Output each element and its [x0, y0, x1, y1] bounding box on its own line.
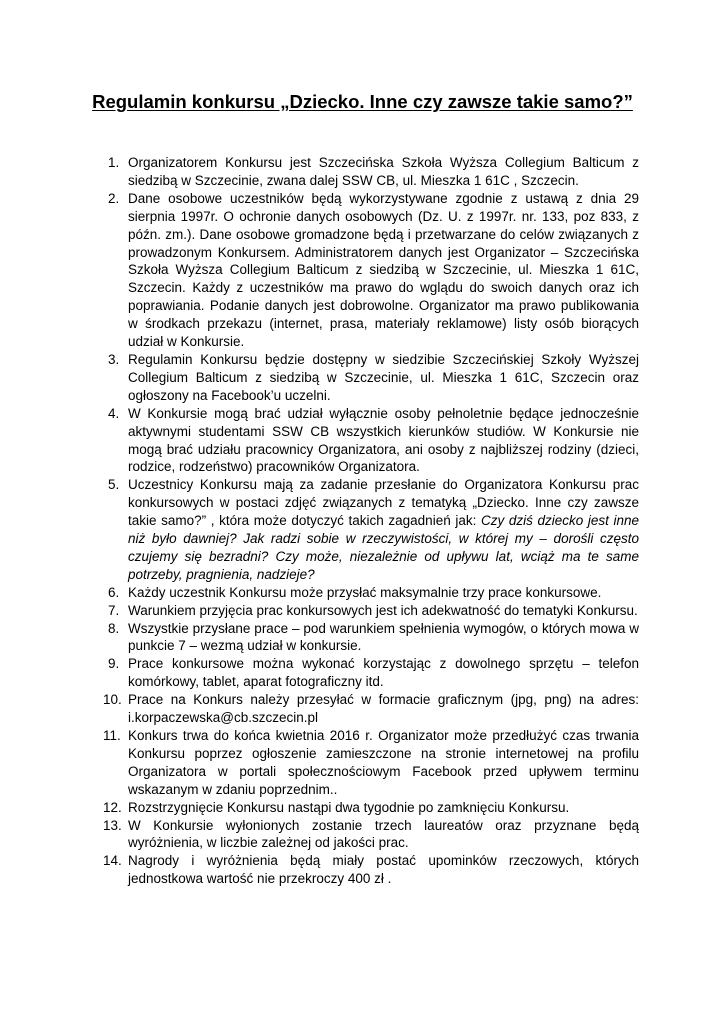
rule-text: Wszystkie przysłane prace – pod warunkiem spełnienia wymogów, o których mowa w punkcie 7 – wezmą udział w konkursie. [128, 620, 639, 654]
rule-text: Prace na Konkurs należy przesyłać w formacie graficznym (jpg, png) na adres: i.korpaczewska@cb.szczecin.pl [128, 692, 639, 726]
rule-number: 6. [108, 584, 120, 600]
rule-item-5 [0, 476, 639, 583]
rule-text: Każdy uczestnik Konkursu może przysłać maksymalnie trzy prace konkursowe. [128, 584, 602, 600]
rule-item-11 [0, 727, 639, 799]
rule-number: 11. [103, 728, 121, 743]
rule-number: 4. [108, 405, 120, 421]
rule-number: 1. [108, 155, 120, 170]
rule-item-13 [0, 817, 639, 853]
rule-number: 12. [103, 799, 122, 815]
rule-number: 13. [103, 817, 122, 833]
rule-number: 5. [108, 477, 120, 493]
rule-text-italic: Czy dziś dziecko jest inne niż było dawniej? Jak radzi sobie w rzeczywistości, w której my – dorośli często czujemy się bezradni? Czy może, niezależnie od upływu lat, wciąż ma te same potrzeby, pragnienia, nadzieje? [128, 513, 639, 582]
rule-item-14 [0, 852, 639, 888]
rule-item-6 [0, 584, 639, 602]
rule-item-7 [0, 602, 639, 620]
rule-item-1 [0, 154, 639, 190]
rule-number: 14. [103, 853, 122, 869]
rule-item-10 [0, 691, 639, 727]
rule-number: 3. [108, 351, 120, 367]
rule-number: 9. [108, 656, 120, 672]
rule-number: 2. [108, 190, 120, 206]
rule-text: W Konkursie mogą brać udział wyłącznie osoby pełnoletnie będące jednocześnie aktywnymi studentami SSW CB wszystkich kierunków studiów. W Konkursie nie mogą brać udziału pracownicy Organizatora, ani osoby z najbliższej rodziny (dzieci, rodzice, rodzeństwo) pracowników Organizatora. [128, 405, 639, 475]
rule-text: Konkurs trwa do końca kwietnia 2016 r. Organizator może przedłużyć czas trwania Konkursu poprzez ogłoszenie zamieszczone na stronie internetowej na profilu Organizatora w portali społecznościowym Facebook przed upływem terminu wskazanym w zdaniu poprzednim.. [128, 728, 639, 797]
rule-text: Dane osobowe uczestników będą wykorzystywane zgodnie z ustawą z dnia 29 sierpnia 1997r. O ochronie danych osobowych (Dz. U. z 1997r. nr. 133, poz 833, z późn. zm.). Dane osobowe gromadzone będą i przetwarzane do celów związanych z prowadzonym Konkursem. Administratorem danych jest Organizator – Szczecińska Szkoła Wyższa Collegium Balticum z siedzibą w Szczecinie, ul. Mieszka 1 61C, Szczecin. Każdy z uczestników ma prawo do wglądu do swoich danych oraz ich poprawiania. Podanie danych jest dobrowolne. Organizator ma prawo publikowania w środkach przekazu (internet, prasa, materiały reklamowe) listy osób biorących udział w Konkursie. [128, 190, 639, 350]
rule-text: Prace konkursowe można wykonać korzystając z dowolnego sprzętu – telefon komórkowy, tablet, aparat fotograficzny itd. [128, 656, 639, 690]
document-title: Regulamin konkursu „Dziecko. Inne czy zawsze takie samo?” [92, 91, 633, 112]
rule-number: 7. [108, 602, 120, 618]
rule-item-4 [0, 405, 639, 477]
rule-text: Rozstrzygnięcie Konkursu nastąpi dwa tygodnie po zamknięciu Konkursu. [128, 799, 570, 815]
rule-text: Regulamin Konkursu będzie dostępny w siedzibie Szczecińskiej Szkoły Wyższej Collegium Balticum z siedzibą w Szczecinie, ul. Mieszka 1 61C, Szczecin oraz ogłoszony na Facebook’u uczelni. [128, 351, 639, 403]
rule-text: Nagrody i wyróżnienia będą miały postać upominków rzeczowych, których jednostkowa wartość nie przekroczy 400 zł . [128, 853, 639, 887]
rule-text: Organizatorem Konkursu jest Szczecińska Szkoła Wyższa Collegium Balticum z siedzibą w Szczecinie, zwana dalej SSW CB, ul. Mieszka 1 61C , Szczecin. [128, 155, 639, 188]
rule-item-8 [0, 620, 639, 656]
rule-number: 8. [108, 620, 120, 636]
rule-item-3 [0, 351, 639, 405]
rules-list [0, 154, 725, 888]
rule-item-12 [0, 799, 639, 817]
rule-text: Uczestnicy Konkursu mają za zadanie przesłanie do Organizatora Konkursu prac konkursowych w postaci zdjęć związanych z tematyką „Dziecko. Inne czy zawsze takie samo?” , która może dotyczyć takich zagadnień jak: [128, 477, 639, 529]
rule-text: Warunkiem przyjęcia prac konkursowych jest ich adekwatność do tematyki Konkursu. [128, 602, 638, 618]
rule-text: W Konkursie wyłonionych zostanie trzech laureatów oraz przyznane będą wyróżnienia, w liczbie zależnej od jakości prac. [128, 817, 639, 851]
rule-item-9 [0, 655, 639, 691]
rule-number: 10. [103, 692, 122, 708]
rule-item-2 [0, 190, 639, 351]
